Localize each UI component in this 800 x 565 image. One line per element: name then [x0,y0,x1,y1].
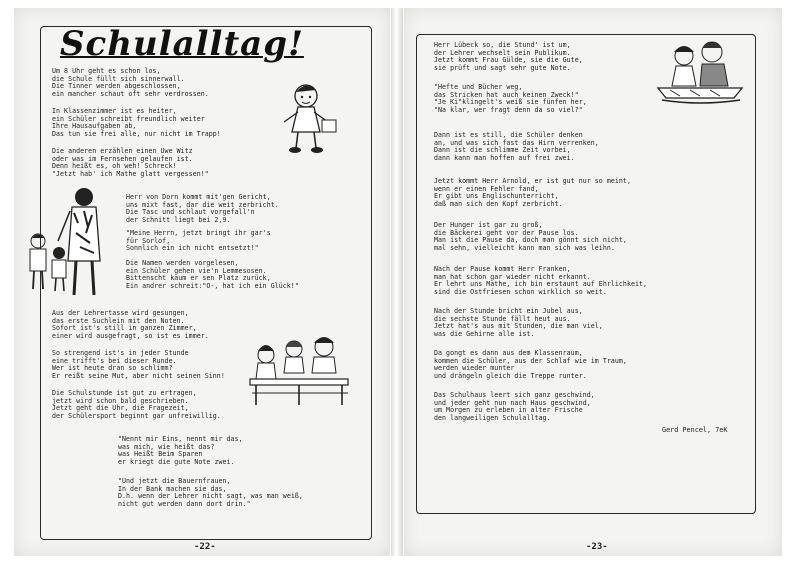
poem-line: Ein andrer schreit:"O-, hat ich ein Glück!" [126,281,299,290]
poem-line: die sechste Stunde fällt heut aus. [434,314,571,323]
poem-line: Dann ist es still, die Schüler denken [434,131,583,139]
poem-line: Ihre Hausaufgaben ab, [52,122,137,131]
poem-line: daß man sich den Kopf zerbricht. [434,199,563,208]
poem-line: den langweiligen Schulalltag. [434,413,551,422]
poem-line: D.h. wenn der Lehrer nicht sagt, was man weiß, [118,492,303,501]
poem-line: der Schülersport beginnt gar unfreiwillig. [52,411,221,420]
stanza [126,260,299,290]
children-on-sled-illustration [650,40,750,110]
stanza [434,222,627,252]
poem-line: um Morgen zu erleben in alter Frische [434,406,583,415]
poem-line: "Nennt mir Eins, nennt mir das, [118,435,243,443]
poem-line: "Hefte und Bücher weg, [434,83,523,91]
stanza [118,436,243,466]
boy-with-schoolbag-illustration [276,78,340,158]
poem-line: Die Tinner werden abgeschlossen, [52,82,181,91]
poem-line: man hat schon gar wieder nicht erkannt. [434,272,591,281]
poem-line: dann kann man hoffen auf frei zwei. [434,153,575,162]
poem-line: Jetzt geht die Uhr, die Fragezeit, [52,404,189,413]
poem-line: werden wieder munter [434,364,515,373]
stanza [434,266,647,296]
stanza [126,230,271,253]
page-number: -23- [586,542,608,552]
poem-line: Er reißt seine Mut, aber nicht seinen Sinn! [52,371,225,380]
poem-line: ein mancher schaut oft sehr verdrossen. [52,89,209,98]
stanza [52,148,209,178]
poem-line: Die anderen erzählen einen Uwe Witz [52,147,193,155]
stanza [434,308,603,338]
book-fold [391,8,403,556]
poem-line: der Lehrer wechselt sein Publikum. [434,48,571,57]
stanza [52,108,221,138]
poem-line: Herr von Dorn kommt mit'gen Gericht, [126,193,271,201]
stanza [126,194,279,224]
poem-line: "Meine Herrn, jetzt bringt ihr gar's [126,229,271,237]
poem-line: sind die Ostfriesen schon wirklich so weit. [434,287,607,296]
stanza [52,390,221,420]
stanza [434,350,627,380]
poem-line: Jetzt kommt Herr Arnold, er ist gut nur so meint, [434,177,631,185]
page-number: -22- [194,542,216,552]
poem-line: "Und jetzt die Bauernfrauen, [118,477,231,485]
poem-line: Er gibt uns Englischunterricht, [434,192,559,201]
poem-line: an, und was sich fast das Hirn verrenken, [434,138,599,147]
poem-line: Sofort ist's still in ganzen Zimmer, [52,324,197,333]
poem-line: Sonnlich ein ich nicht entsetzt!" [126,244,259,253]
children-at-desk-illustration [244,333,356,408]
stanza [434,178,631,208]
poem-line: "Jetzt hab' ich Mathe glatt vergessen!" [52,169,209,178]
poem-line: Denn heißt es, oh weh! Schreck! [52,162,177,171]
poem-line: jetzt wird schon bald geschrieben. [52,396,189,405]
poem-line: Die Tasc und schlaut vorgefall'n [126,208,255,217]
poem-line: und jeder geht nun nach Haus geschwind, [434,398,591,407]
poem-line: er kriegt die gute Note zwei. [118,457,235,466]
poem-line: der Schnitt liegt bei 2,9. [126,215,231,224]
poem-line: "Je Ki"klingelt's weiß sie fünfen her, [434,98,587,107]
poem-line: Man ist die Pause da, doch man gönnt sich nicht, [434,236,627,245]
poem-line: In der Bank machen sie das, [118,484,227,493]
stanza [434,42,583,72]
poem-line: sie prüft und sagt sehr gute Note. [434,63,571,72]
poem-line: kommen die Schüler, aus der Schlaf wie im Traum, [434,356,627,365]
poem-line: Das Schulhaus leert sich ganz geschwind, [434,391,595,399]
poem-line: die Schule füllt sich sinnerwall. [52,74,185,83]
teacher-with-children-illustration [14,183,124,303]
poem-line: Die Schulstunde ist gut zu ertragen, [52,389,197,397]
poem-line: das erste Suchlein mit den Noten. [52,316,185,325]
poem-line: In Klassenzimmer ist es heiter, [52,107,177,115]
stanza [434,132,599,162]
poem-line: ein Schüler schreibt freundlich weiter [52,114,205,123]
poem-line: Nach der Pause kommt Herr Franken, [434,265,571,273]
poem-line: einer wird ausgefragt, so ist es immer. [52,331,209,340]
poem-line: So strengend ist's in jeder Stunde [52,349,189,357]
poem-line: Das tun sie frei alle, nur nicht im Trapp! [52,129,221,138]
left-page [14,8,390,556]
poem-line: was Heißt Beim Sparen [118,450,203,459]
poem-line: das Stricken hat auch keinen Zweck!" [434,90,579,99]
author-signature: Gerd Pencel, 7eK [662,426,728,434]
stanza [118,478,303,508]
stanza [52,310,209,340]
stanza [434,84,587,114]
poem-line: Wer ist heute dran so schlimm? [52,364,173,373]
poem-line: Dann ist die schlimme Zeit vorbei, [434,146,571,155]
poem-line: mal sehn, vielleicht kann man sich was leihn. [434,243,615,252]
poem-line: Um 8 Uhr geht es schon los, [52,67,161,75]
poem-line: ein Schüler gehen vie'n Lemmesosen. [126,266,267,275]
poem-line: uns mixt fast, dar die weit zerbricht. [126,200,279,209]
poem-line: die Bäckerei geht vor der Pause los. [434,228,579,237]
poem-line: Er lehrt uns Mathe, ich bin erstaunt auf Ehrlichkeit, [434,280,648,289]
right-page [404,8,782,556]
poem-line: Aus der Lehrertasse wird gesungen, [52,309,189,317]
poem-line: Da gongt es dann aus dem Klassenraum, [434,349,583,357]
poem-line: und drängeln gleich die Treppe runter. [434,371,587,380]
poem-line: eine trifft's bei dieser Runde. [52,356,177,365]
poem-line: Jetzt hat's aus mit Stunden, die man viel, [434,322,603,331]
poem-line: was mich, wie heißt das? [118,442,215,451]
stanza [52,68,209,98]
stanza [52,350,225,380]
poem-line: Herr Lübeck so, die Stund' ist um, [434,41,571,49]
poem-line: Die Namen werden vorgelesen, [126,259,239,267]
poem-line: was die Gehirne alle ist. [434,329,535,338]
poem-line: Bittenscht kaum er sen Platz zurück, [126,274,271,283]
poem-title: Schulalltag! [60,24,304,64]
stanza [434,392,595,422]
poem-line: "Na klar, wer fragt denn da so viel?" [434,105,583,114]
poem-line: für Sorlof, [126,236,171,245]
poem-line: wenn er einen Fehler fand, [434,184,539,193]
poem-line: Nach der Stunde bricht ein Jubel aus, [434,307,583,315]
poem-line: Jetzt kommt Frau Gülde, sie die Gute, [434,56,583,65]
poem-line: oder was im Fernsehen gelaufen ist. [52,154,193,163]
poem-line: nicht gut werden dann dort drin." [118,499,251,508]
poem-line: Der Hunger ist gar zu groß, [434,221,543,229]
